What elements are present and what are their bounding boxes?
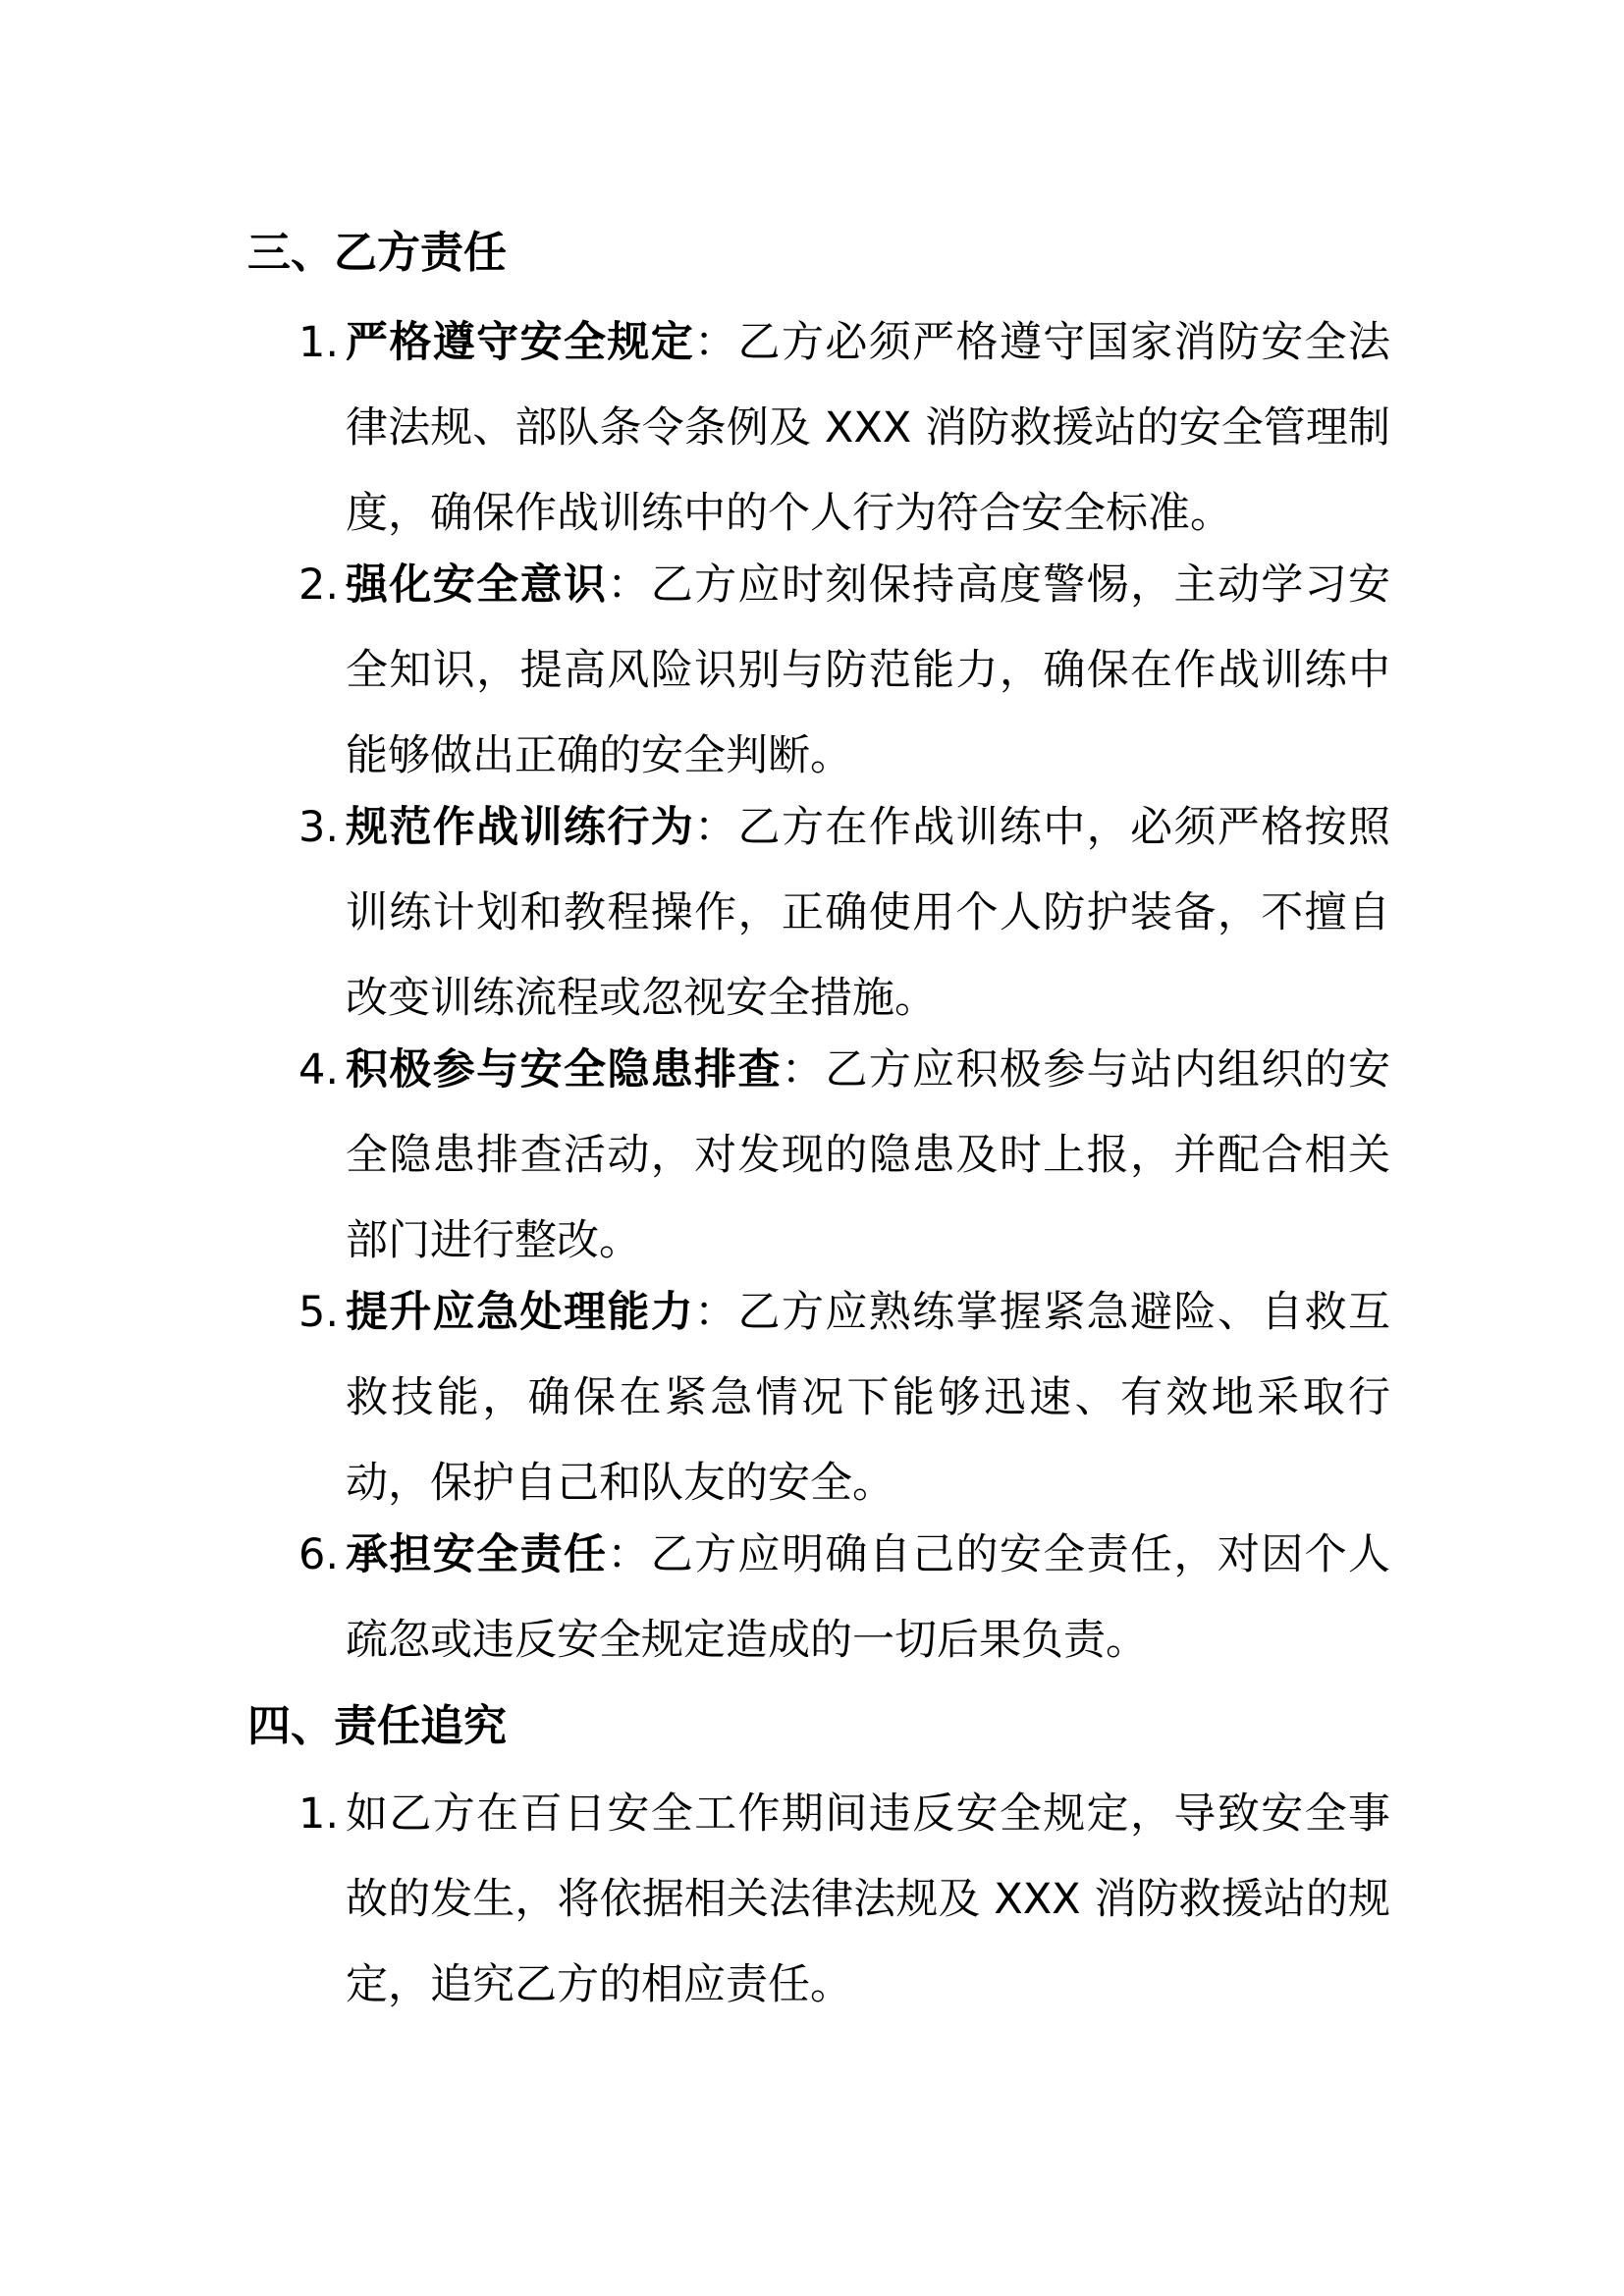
item-body: 乙方应积极参与站内组织的安全隐患排查活动，对发现的隐患及时上报，并配合相关部门进行整改。 bbox=[346, 1045, 1391, 1265]
item-separator: ： bbox=[607, 561, 651, 610]
item-number: 5. bbox=[298, 1288, 340, 1337]
item-number: 6. bbox=[298, 1530, 340, 1579]
item-number: 1. bbox=[298, 1789, 340, 1839]
item-body: 乙方在作战训练中，必须严格按照训练计划和教程操作，正确使用个人防护装备，不擅自改变训练流程或忽视安全措施。 bbox=[346, 803, 1391, 1023]
item-lead: 积极参与安全隐患排查 bbox=[346, 1045, 782, 1095]
item-body: 乙方应明确自己的安全责任，对因个人疏忽或违反安全规定造成的一切后果负责。 bbox=[346, 1530, 1391, 1665]
item-separator: ： bbox=[781, 1045, 826, 1095]
item-lead: 严格遵守安全规定 bbox=[346, 318, 695, 367]
item-body: 乙方应熟练掌握紧急避险、自救互救技能，确保在紧急情况下能够迅速、有效地采取行动，保护自己和队友的安全。 bbox=[346, 1288, 1391, 1508]
item-separator: ： bbox=[694, 318, 738, 367]
item-number: 4. bbox=[298, 1045, 340, 1095]
section-heading-accountability: 四、责任追究 bbox=[247, 1701, 507, 1751]
item-lead: 规范作战训练行为 bbox=[346, 803, 695, 852]
item-number: 2. bbox=[298, 561, 340, 610]
list-item bbox=[247, 543, 1390, 799]
document-body bbox=[247, 224, 1390, 2028]
item-body: 乙方必须严格遵守国家消防安全法律法规、部队条令条例及 XXX 消防救援站的安全管理制度，确保作战训练中的个人行为符合安全标准。 bbox=[346, 318, 1391, 538]
party-b-responsibilities-list bbox=[247, 300, 1390, 1683]
section-heading-party-b-responsibilities: 三、乙方责任 bbox=[247, 228, 507, 278]
item-separator: ： bbox=[694, 803, 738, 852]
list-item bbox=[247, 1513, 1390, 1683]
item-number: 1. bbox=[298, 318, 340, 367]
item-lead: 提升应急处理能力 bbox=[346, 1288, 695, 1337]
list-item bbox=[247, 1270, 1390, 1526]
list-item bbox=[247, 785, 1390, 1041]
list-item bbox=[247, 300, 1390, 557]
list-item bbox=[247, 1772, 1390, 2028]
item-body: 乙方应时刻保持高度警惕，主动学习安全知识，提高风险识别与防范能力，确保在作战训练中能够做出正确的安全判断。 bbox=[346, 561, 1391, 780]
item-body: 如乙方在百日安全工作期间违反安全规定，导致安全事故的发生，将依据相关法律法规及 XXX 消防救援站的规定，追究乙方的相应责任。 bbox=[346, 1789, 1390, 2009]
item-separator: ： bbox=[607, 1530, 651, 1579]
item-separator: ： bbox=[694, 1288, 738, 1337]
list-item bbox=[247, 1028, 1390, 1284]
item-lead: 强化安全意识 bbox=[346, 561, 608, 610]
item-lead: 承担安全责任 bbox=[346, 1530, 608, 1579]
item-number: 3. bbox=[298, 803, 340, 852]
accountability-list bbox=[247, 1772, 1390, 2028]
